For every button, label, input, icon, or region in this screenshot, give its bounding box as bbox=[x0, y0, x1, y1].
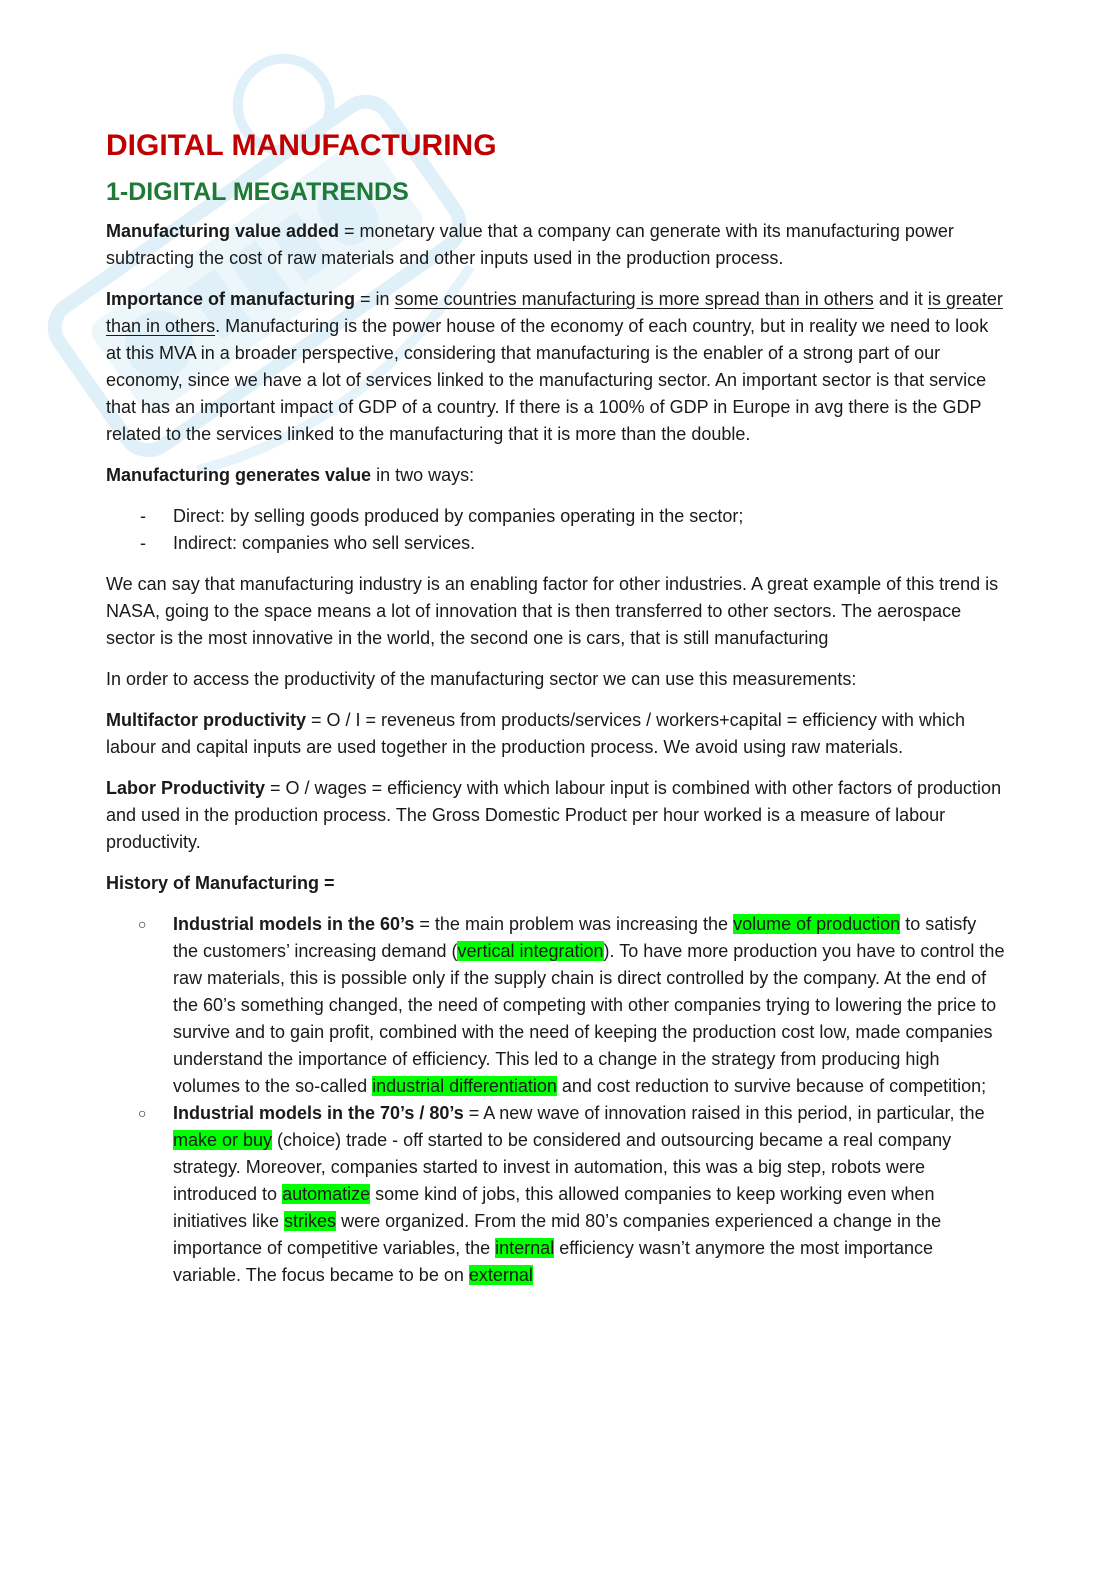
term-manufacturing-generates-value: Manufacturing generates value bbox=[106, 465, 372, 485]
paragraph-text: = in bbox=[355, 289, 395, 309]
highlight: vertical integration bbox=[457, 941, 604, 961]
paragraph-importance-of-manufacturing bbox=[106, 286, 1006, 448]
section-title: 1-DIGITAL MEGATRENDS bbox=[106, 178, 409, 206]
paragraph-text: some kind of jobs, this allowed companies to keep working even when initiatives like bbox=[173, 1184, 935, 1231]
paragraph-text: in two ways: bbox=[371, 465, 475, 485]
paragraph-text: ). To have more production you have to control the raw materials, this is possible only if the supply chain is direct controlled by the company. At the end of the 60’s something changed, the need of competing with other companies trying to lowering the price to survive and to gain profit, combined with the need of keeping the production cost low, made companies understand the importance of efficiency. This led to a change in the strategy from producing high volumes to the so-called bbox=[173, 941, 1005, 1096]
underlined-text: some countries manufacturing is more spread than in others bbox=[394, 289, 874, 309]
highlight: internal bbox=[495, 1238, 555, 1258]
paragraph-text: (choice) trade - off started to be considered and outsourcing became a real company strategy. Moreover, companies started to invest in automation, this was a big step, robots were introduced to bbox=[173, 1130, 952, 1204]
paragraph-enabling-factor: We can say that manufacturing industry is an enabling factor for other industries. A great example of this trend is NASA, going to the space means a lot of innovation that is then transferred to other sectors. The aerospace sector is the most innovative in the world, the second one is cars, that is still manufacturing bbox=[106, 574, 999, 648]
underlined-text: is greater than in others bbox=[106, 289, 1003, 336]
list-item-70s-80s bbox=[106, 1100, 1006, 1289]
term-importance-of-manufacturing: Importance of manufacturing bbox=[106, 289, 356, 309]
value-ways-list bbox=[106, 503, 1006, 557]
paragraph-text: and cost reduction to survive because of competition; bbox=[556, 1076, 987, 1096]
paragraph-manufacturing-value-added bbox=[106, 218, 1006, 272]
paragraph-multifactor-productivity bbox=[106, 707, 1006, 761]
highlight: automatize bbox=[282, 1184, 371, 1204]
history-list bbox=[106, 911, 1006, 1289]
paragraph-text: = monetary value that a company can generate with its manufacturing power subtracting the cost of raw materials and other inputs used in the production process. bbox=[106, 221, 954, 268]
term-industrial-models-70s-80s: Industrial models in the 70’s / 80’s bbox=[173, 1103, 464, 1123]
paragraph-text: . Manufacturing is the power house of the economy of each country, but in reality we need to look at this MVA in a broader perspective, considering that manufacturing is the enabler of a strong part of our economy, since we have a lot of services linked to the manufacturing sector. An important sector is that service that has an important impact of GDP of a country. If there is a 100% of GDP in Europe in avg there is the GDP related to the services linked to the manufacturing that it is more than the double. bbox=[106, 316, 989, 444]
list-item-60s bbox=[106, 911, 1006, 1100]
list-item: - Indirect: companies who sell services. bbox=[106, 530, 1006, 557]
term-manufacturing-value-added: Manufacturing value added bbox=[106, 221, 340, 241]
paragraph-text: were organized. From the mid 80’s companies experienced a change in the importance of competitive variables, the bbox=[173, 1211, 942, 1258]
highlight: volume of production bbox=[733, 914, 901, 934]
highlight: industrial differentiation bbox=[372, 1076, 557, 1096]
paragraph-text: to satisfy the customers’ increasing demand ( bbox=[173, 914, 977, 961]
term-labor-productivity: Labor Productivity bbox=[106, 778, 266, 798]
paragraph-text: = O / I = reveneus from products/services / workers+capital = efficiency with which labour and capital inputs are used together in the production process. We avoid using raw materials. bbox=[106, 710, 965, 757]
list-item: - Direct: by selling goods produced by companies operating in the sector; bbox=[106, 503, 1006, 530]
document-page bbox=[106, 128, 1006, 1303]
paragraph-history-of-manufacturing bbox=[106, 870, 1006, 897]
term-industrial-models-60s: Industrial models in the 60’s bbox=[173, 914, 415, 934]
document-title: DIGITAL MANUFACTURING bbox=[106, 129, 497, 162]
highlight: make or buy bbox=[173, 1130, 273, 1150]
paragraph-labor-productivity bbox=[106, 775, 1006, 856]
paragraph-text: = A new wave of innovation raised in this period, in particular, the bbox=[463, 1103, 985, 1123]
term-history-of-manufacturing: History of Manufacturing = bbox=[106, 873, 335, 893]
paragraph-text: and it bbox=[873, 289, 928, 309]
paragraph-manufacturing-generates-value bbox=[106, 462, 1006, 489]
paragraph-productivity-intro: In order to access the productivity of the manufacturing sector we can use this measurements: bbox=[106, 669, 857, 689]
highlight: external bbox=[468, 1265, 533, 1285]
paragraph-text: efficiency wasn’t anymore the most importance variable. The focus became to be on bbox=[173, 1238, 934, 1285]
paragraph-text: = O / wages = efficiency with which labour input is combined with other factors of production and used in the production process. The Gross Domestic Product per hour worked is a measure of labour productivity. bbox=[106, 778, 1002, 852]
paragraph-text: = the main problem was increasing the bbox=[414, 914, 734, 934]
highlight: strikes bbox=[284, 1211, 337, 1231]
term-multifactor-productivity: Multifactor productivity bbox=[106, 710, 307, 730]
